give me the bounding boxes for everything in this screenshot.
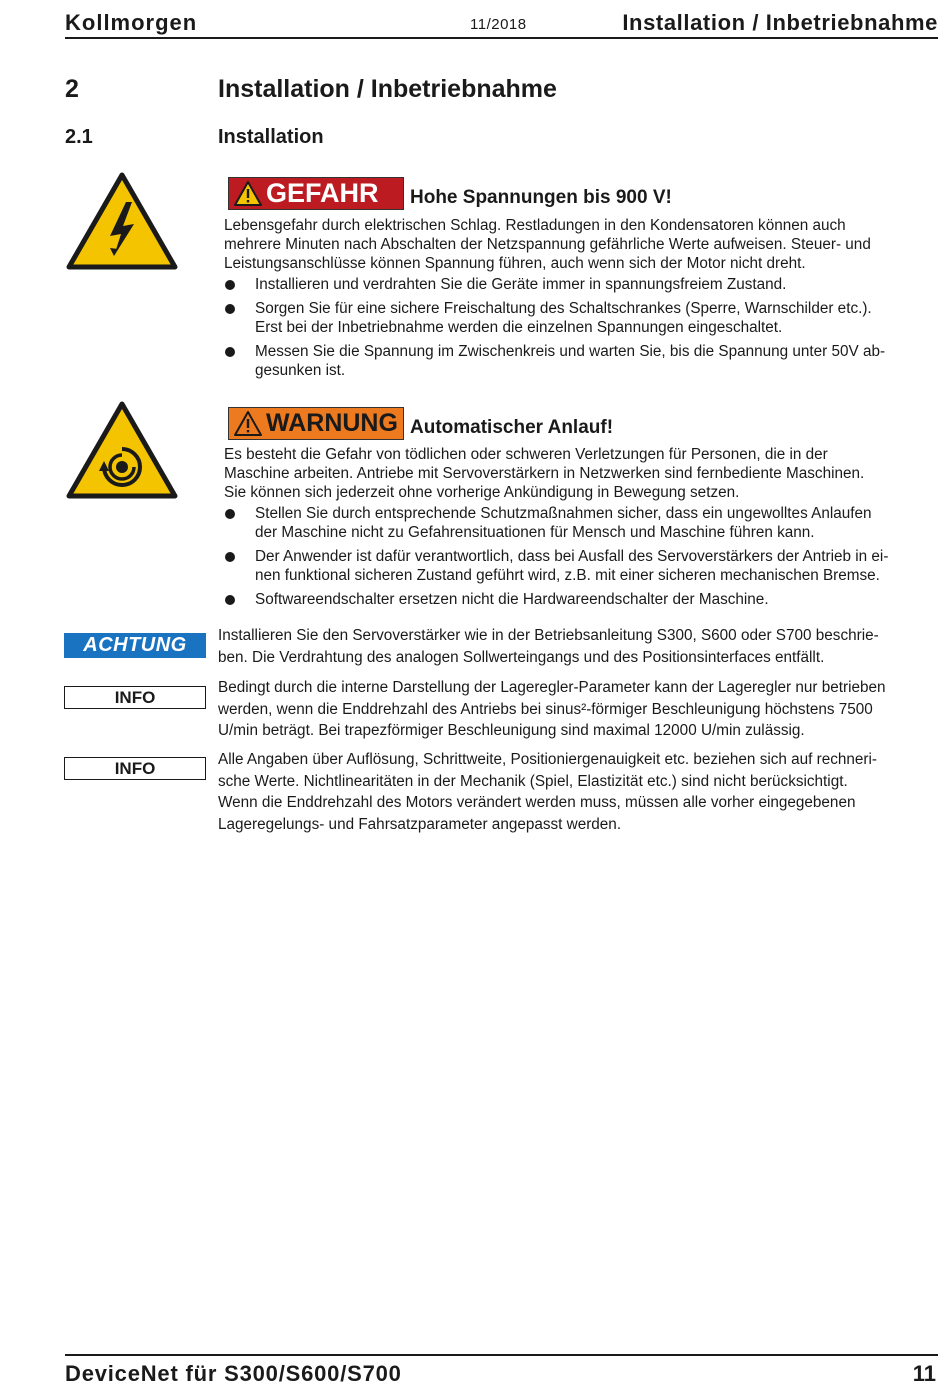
warning-text xyxy=(224,445,924,609)
notice-line: Bedingt durch die interne Darstellung der Lageregler-Parameter kann der Lageregler nur betrieben xyxy=(218,679,886,696)
notice-line: werden, wenn die Enddrehzahl des Antriebs bei sinus²-förmiger Beschleunigung höchstens 7500 xyxy=(218,700,873,718)
notice-line: U/min beträgt. Bei trapezförmiger Beschleunigung sind maximal 12000 U/min zulässig. xyxy=(218,722,805,739)
danger-intro-line: mehrere Minuten nach Abschalten der Netzspannung gefährliche Werte aufweisen. Steuer- und xyxy=(224,236,871,253)
bullet-icon xyxy=(225,509,235,519)
warning-heading: Automatischer Anlauf! xyxy=(410,417,614,438)
warning-intro-line: Es besteht die Gefahr von tödlichen oder schweren Verletzungen für Personen, die in der xyxy=(224,446,828,463)
danger-bullet-list xyxy=(224,275,924,380)
bullet-icon xyxy=(225,347,235,357)
notice-line: Lageregelungs- und Fahrsatzparameter angepasst werden. xyxy=(218,815,622,833)
list-item xyxy=(224,342,924,380)
subsection-number: 2.1 xyxy=(65,126,93,148)
list-item xyxy=(224,590,924,609)
page-number: 11 xyxy=(912,1361,936,1386)
bullet-icon xyxy=(225,552,235,562)
bullet-line: Softwareendschalter ersetzen nicht die Hardwareendschalter der Maschine. xyxy=(255,591,769,608)
list-item xyxy=(224,299,924,337)
list-item xyxy=(224,547,924,585)
footer-title: DeviceNet für S300/S600/S700 xyxy=(65,1361,402,1386)
danger-signal-word: GEFAHR xyxy=(266,178,379,208)
info-text xyxy=(218,749,930,835)
warning-triangle-icon xyxy=(233,410,263,437)
notice-line: Wenn die Enddrehzahl des Motors verändert werden muss, müssen alle vorher eingegebenen xyxy=(218,794,856,811)
bullet-line: nen funktional sicheren Zustand geführt wird, z.B. mit einer sicheren mechanischen Bremse. xyxy=(255,567,880,584)
notice-line: Installieren Sie den Servoverstärker wie in der Betriebsanleitung S300, S600 oder S700 beschrie- xyxy=(218,627,879,644)
notice-line: ben. Die Verdrahtung des analogen Sollwerteingangs und des Positionsinterfaces entfällt. xyxy=(218,648,825,666)
warning-signal-word: WARNUNG xyxy=(266,409,398,437)
header-company: Kollmorgen xyxy=(65,10,198,35)
warning-signal xyxy=(228,407,404,440)
subsection-title: Installation xyxy=(218,126,324,148)
list-item xyxy=(224,504,924,542)
section-number: 2 xyxy=(65,75,79,103)
bullet-icon xyxy=(225,595,235,605)
danger-intro-line: Lebensgefahr durch elektrischen Schlag. Restladungen in den Kondensatoren können auch xyxy=(224,217,846,234)
header-date: 11/2018 xyxy=(470,16,527,33)
bullet-line: Der Anwender ist dafür verantwortlich, dass bei Ausfall des Servoverstärkers der Antrieb in ei- xyxy=(255,548,889,565)
bullet-line: Erst bei der Inbetriebnahme werden die einzelnen Spannungen eingeschaltet. xyxy=(255,319,783,336)
bullet-icon xyxy=(225,304,235,314)
warning-bullet-list xyxy=(224,504,924,609)
automatic-start-icon xyxy=(66,401,178,499)
warning-triangle-icon xyxy=(233,180,263,207)
header-rule xyxy=(65,37,938,39)
danger-text xyxy=(224,216,924,380)
warning-intro-line: Maschine arbeiten. Antriebe mit Servoverstärkern in Netzwerken sind fernbediente Maschinen. xyxy=(224,465,865,482)
footer-rule xyxy=(65,1354,938,1356)
bullet-line: Sorgen Sie für eine sichere Freischaltung des Schaltschrankes (Sperre, Warnschilder etc.). xyxy=(255,300,872,317)
danger-signal xyxy=(228,177,404,210)
bullet-line: gesunken ist. xyxy=(255,362,346,379)
achtung-text xyxy=(218,625,930,668)
bullet-line: der Maschine nicht zu Gefahrensituationen für Mensch und Maschine führen kann. xyxy=(255,524,815,541)
electric-hazard-icon xyxy=(66,172,178,270)
header-chapter: Installation / Inbetriebnahme xyxy=(622,10,938,35)
section-title: Installation / Inbetriebnahme xyxy=(218,75,557,103)
bullet-line: Messen Sie die Spannung im Zwischenkreis und warten Sie, bis die Spannung unter 50V ab- xyxy=(255,343,886,360)
info-label: INFO xyxy=(64,757,206,780)
list-item xyxy=(224,275,924,294)
bullet-line: Installieren und verdrahten Sie die Geräte immer in spannungsfreiem Zustand. xyxy=(255,276,787,293)
info-label: INFO xyxy=(64,686,206,709)
notice-line: Alle Angaben über Auflösung, Schrittweite, Positioniergenauigkeit etc. beziehen sich auf rechneri- xyxy=(218,751,878,768)
notice-line: sche Werte. Nichtlinearitäten in der Mechanik (Spiel, Elastizität etc.) sind nicht berücksichtigt. xyxy=(218,772,848,790)
achtung-label: ACHTUNG xyxy=(64,633,206,658)
danger-intro-line: Leistungsanschlüsse können Spannung führen, auch wenn sich der Motor nicht dreht. xyxy=(224,255,806,272)
info-text xyxy=(218,677,930,742)
bullet-icon xyxy=(225,280,235,290)
bullet-line: Stellen Sie durch entsprechende Schutzmaßnahmen sicher, dass ein ungewolltes Anlaufen xyxy=(255,505,872,522)
warning-intro-line: Sie können sich jederzeit ohne vorherige Ankündigung in Bewegung setzen. xyxy=(224,484,740,501)
danger-heading: Hohe Spannungen bis 900 V! xyxy=(410,187,672,208)
